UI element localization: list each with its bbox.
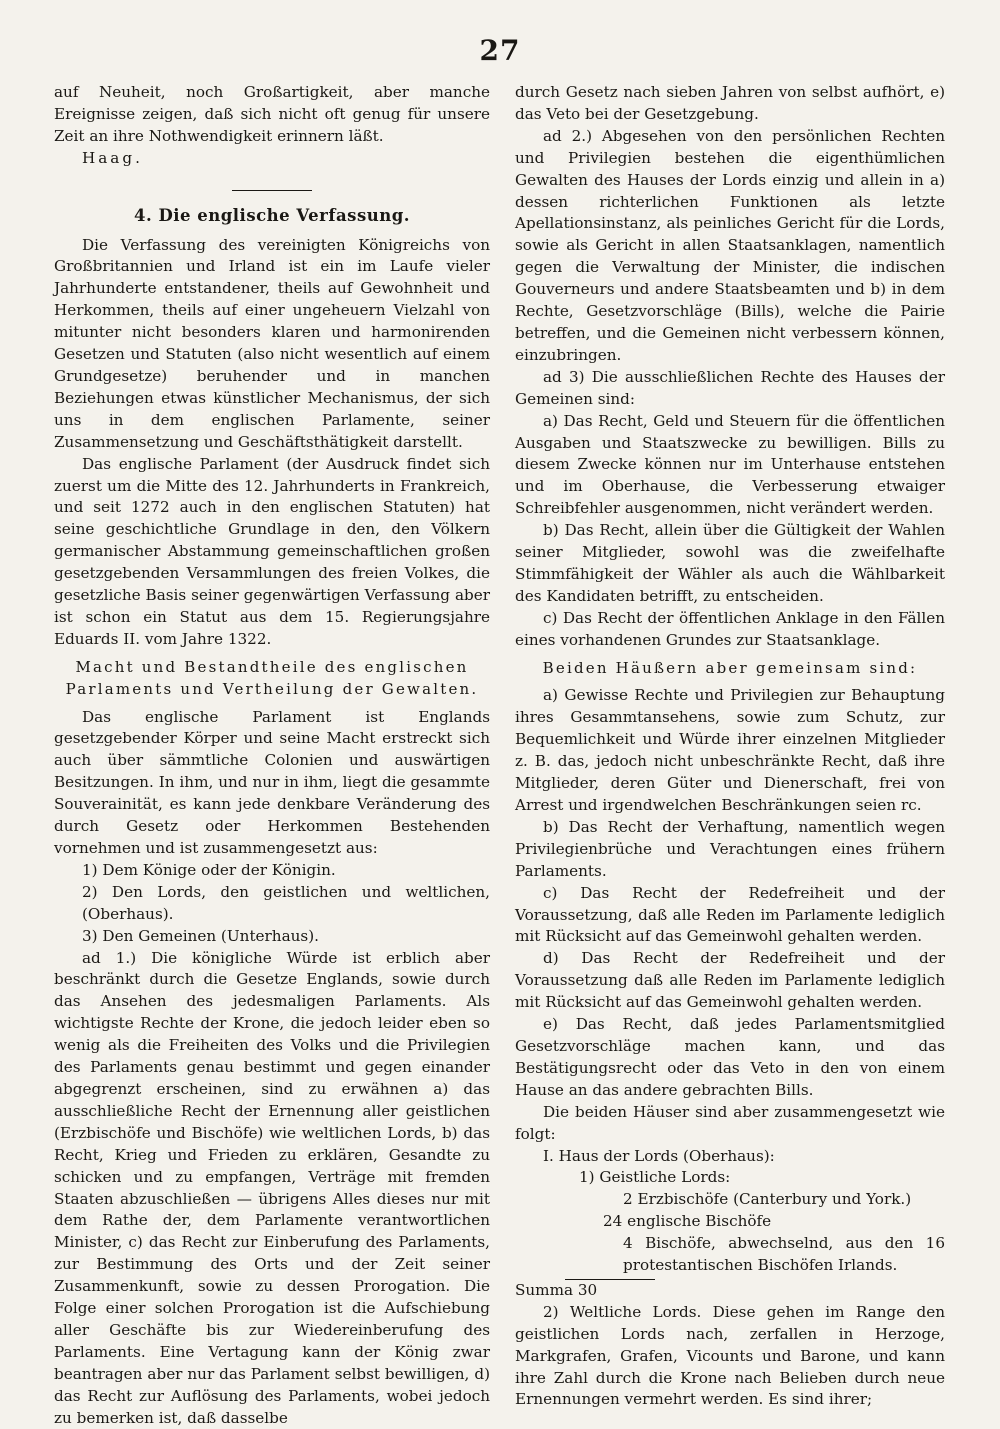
paragraph: b) Das Recht, allein über die Gültigkeit der Wahlen seiner Mitglieder, sowohl was die zweifelhafte Stimmfähigkeit der Wähler als auch die Wählbarkeit des Kandidaten betrifft, zu entscheiden. bbox=[515, 521, 945, 605]
paragraph: c) Das Recht der öffentlichen Anklage in den Fällen eines vorhandenen Grundes zur Staatsanklage. bbox=[515, 608, 945, 649]
subheading: Beiden Häußern aber gemeinsam sind: bbox=[542, 658, 918, 677]
paragraph: ad 3) Die ausschließlichen Rechte des Hauses der Gemeinen sind: bbox=[515, 367, 945, 408]
list-item: 1) Dem Könige oder der Königin. bbox=[82, 860, 336, 879]
paragraph: a) Das Recht, Geld und Steuern für die öffentlichen Ausgaben und Staatszwecke zu bewilligen. Bills zu diesem Zwecke können nur im Unterhause entstehen und im Oberhause, die Verbesserung etwaiger Schreibfehler ausgenommen, nicht verändert werden. bbox=[515, 411, 945, 518]
paragraph: Das englische Parlament ist Englands gesetzgebender Körper und seine Macht erstreckt sich auch über sämmtliche Colonien und auswärtigen Besitzungen. In ihm, und nur in ihm, liegt die gesammte Souverainität, es kann jede denkbare Veränderung des durch Gesetz oder Herkommen Bestehenden vornehmen und ist zusammengesetzt aus: bbox=[54, 707, 490, 857]
left-column bbox=[54, 82, 490, 1429]
list-heading: 1) Geistliche Lords: bbox=[579, 1168, 731, 1187]
subheading: Macht und Bestandtheile des englischen Parlaments und Vertheilung der Gewalten. bbox=[65, 657, 479, 698]
paragraph: ad 2.) Abgesehen von den persönlichen Rechten und Privilegien bestehen die eigenthümlichen Gewalten des Hauses der Lords einzig und allein in a) dessen richterlichen Funktionen als letzte Apellationsinstanz, als peinliches Gericht für die Lords, sowie als Gericht in allen Staatsanklagen, namentlich gegen die Verwaltung der Minister, die indischen Gouverneurs und andere Staatsbeamten und b) in dem Rechte, Gesetzvorschläge (Bills), welche die Pairie betreffen, und die Gemeinen nicht verbessern können, einzubringen. bbox=[515, 126, 945, 364]
list-item: 2) Den Lords, den geistlichen und weltlichen, (Oberhaus). bbox=[82, 882, 490, 923]
section-divider bbox=[232, 190, 312, 191]
list-item: 3) Den Gemeinen (Unterhaus). bbox=[82, 926, 319, 945]
page-number: 27 bbox=[479, 34, 521, 67]
right-column bbox=[515, 82, 945, 1411]
paragraph: 2) Weltliche Lords. Diese gehen im Range den geistlichen Lords nach, zerfallen in Herzoge, Markgrafen, Grafen, Vicounts und Barone, und kann ihre Zahl durch die Krone nach Belieben durch neue Ernennungen vermehrt werden. Es sind ihrer; bbox=[515, 1302, 945, 1409]
paragraph: d) Das Recht der Redefreiheit und der Voraussetzung daß alle Reden im Parlamente lediglich mit Rücksicht auf das Gemeinwohl gehalten werden. bbox=[515, 949, 945, 1012]
list-item: 2 Erzbischöfe (Canterbury und York.) bbox=[623, 1190, 912, 1209]
paragraph: e) Das Recht, daß jedes Parlamentsmitglied Gesetzvorschläge machen kann, und das Bestätigungsrecht oder das Veto in den von einem Hause an das andere gebrachten Bills. bbox=[515, 1015, 945, 1099]
paragraph: durch Gesetz nach sieben Jahren von selbst aufhört, e) das Veto bei der Gesetzgebung. bbox=[515, 83, 945, 123]
paragraph: ad 1.) Die königliche Würde ist erblich aber beschränkt durch die Gesetze Englands, sowie durch das Ansehen des jedesmaligen Parlaments. Als wichtigste Rechte der Krone, die jedoch leider eben so wenig als die Freiheiten des Volks und die Privilegien des Parlaments genau bestimmt und gegen einander abgegrenzt erscheinen, sind zu erwähnen a) das ausschließliche Recht der Ernennung aller geistlichen (Erzbischöfe und Bischöfe) wie weltlichen Lords, b) das Recht, Krieg und Frieden zu erklären, Gesandte zu schicken und zu empfangen, Verträge mit fremden Staaten abzuschließen — übrigens Alles dieses nur mit dem Rathe der, dem Parlamente verantwortlichen Minister, c) das Recht zur Einberufung des Parlaments, zur Bestimmung des Orts und der Zeit seiner Zusammenkunft, sowie zu dessen Prorogation. Die Folge einer solchen Prorogation ist die Aufschiebung aller Geschäfte bis zur Wiedereinberufung des Parlaments. Eine Vertagung kann der König zwar beantragen aber nur das Parlament selbst bewilligen, d) das Recht zur Auflösung des Parlaments, wobei jedoch zu bemerken ist, daß dasselbe bbox=[54, 948, 490, 1427]
paragraph: Das englische Parlament (der Ausdruck findet sich zuerst um die Mitte des 12. Jahrhunderts in Frankreich, und seit 1272 auch in den englischen Statuten) hat seine geschichtliche Grundlage in den, den Völkern germanischer Abstammung gemeinschaftlichen großen gesetzgebenden Versammlungen des freien Volkes, die gesetzliche Basis seiner gegenwärtigen Verfassung aber ist schon ein Statut aus dem 15. Regierungsjahre Eduards II. vom Jahre 1322. bbox=[54, 454, 490, 648]
paragraph: c) Das Recht der Redefreiheit und der Voraussetzung, daß alle Reden im Parlamente lediglich mit Rücksicht auf das Gemeinwohl gehalten werden. bbox=[515, 883, 945, 946]
summa-total: Summa 30 bbox=[515, 1280, 598, 1299]
paragraph: a) Gewisse Rechte und Privilegien zur Behauptung ihres Gesammtansehens, sowie zum Schutz, zur Bequemlichkeit und Würde ihrer einzelnen Mitglieder z. B. das, jedoch nicht unbeschränkte Recht, daß ihre Mitglieder, deren Güter und Dienerschaft, frei von Arrest und irgendwelchen Beschränkungen seien rc. bbox=[515, 686, 945, 814]
paragraph: Die beiden Häuser sind aber zusammengesetzt wie folgt: bbox=[515, 1102, 945, 1143]
paragraph: Die Verfassung des vereinigten Königreichs von Großbritannien und Irland ist ein im Laufe vieler Jahrhunderte entstandener, theils auf Gewohnheit und Herkommen, theils auf einer ungeheuern Vielzahl von mitunter nicht besonders klaren und harmonirenden Gesetzen und Statuten (also nicht wesentlich auf einem Grundgesetze) beruhender und in manchen Beziehungen etwas künstlicher Mechanismus, der sich uns in dem englischen Parlamente, seiner Zusammensetzung und Geschäftsthätigkeit darstellt. bbox=[54, 235, 490, 451]
section-title: 4. Die englische Verfassung. bbox=[133, 205, 411, 225]
list-item: 4 Bischöfe, abwechselnd, aus den 16 protestantischen Bischöfen Irlands. bbox=[623, 1234, 945, 1275]
paragraph: b) Das Recht der Verhaftung, namentlich wegen Privilegienbrüche und Verachtungen eines frühern Parlaments. bbox=[515, 817, 945, 880]
intro-paragraph: auf Neuheit, noch Großartigkeit, aber manche Ereignisse zeigen, daß sich nicht oft genug für unsere Zeit an ihre Nothwendigkeit erinnern läßt. bbox=[54, 83, 490, 145]
list-heading: I. Haus der Lords (Oberhaus): bbox=[543, 1146, 775, 1165]
author-signature: Haag. bbox=[82, 148, 143, 167]
list-item: 24 englische Bischöfe bbox=[603, 1212, 772, 1231]
